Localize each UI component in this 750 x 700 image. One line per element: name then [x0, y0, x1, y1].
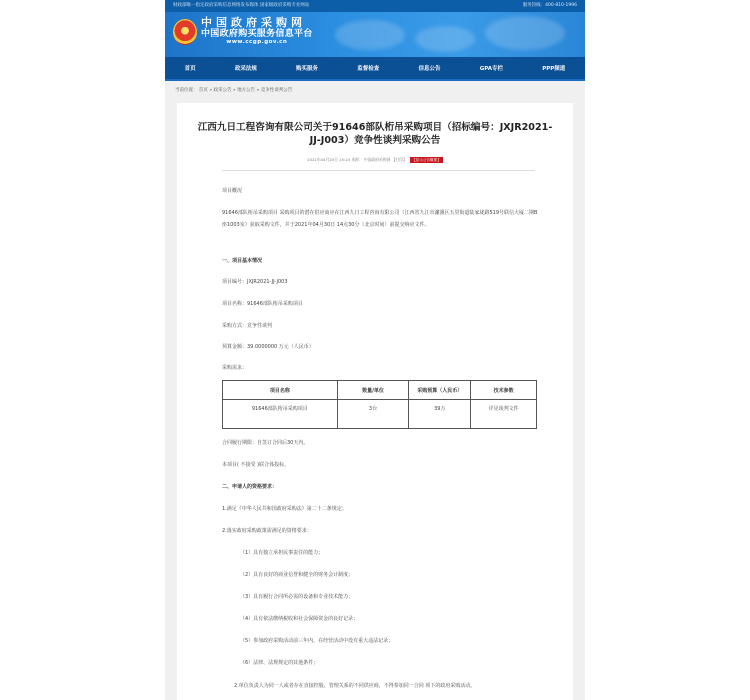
logo-subtitle: 中国政府购买服务信息平台 [201, 29, 313, 39]
table-header: 项目名称 [223, 381, 338, 400]
table-cell: 详见谈判文件 [471, 400, 537, 429]
nav-item-home[interactable]: 首页 [184, 66, 196, 72]
article-card [177, 103, 573, 700]
nav-item-announcements[interactable]: 信息公告 [418, 66, 441, 72]
sub-requirement: （3）具有履行合同所必需的设备和专业技术能力； [240, 594, 354, 600]
article-title-line2: JJ-J003）竞争性谈判采购公告 [309, 135, 441, 146]
header-banner [165, 12, 585, 57]
requirement-1: 1.满足《中华人民共和国政府采购法》第二十二条规定； [222, 506, 347, 512]
overview-paragraph: 91646部队桁吊采购项目 采购项目的潜在供应商应在江西九日工程咨询有限公司（江西省九江市濂溪区五里街道陆家垅路519号联信大厦二期B座1003室）获取采购文件，并于2021年04月30日 14点30分（北京时间）前提交响应文件。 [222, 210, 538, 228]
sub-requirement: （4）具有依法缴纳税收和社会保障资金的良好记录； [240, 616, 359, 622]
nav-item-purchase-services[interactable]: 购买服务 [296, 66, 319, 72]
sub-requirement: （6）法律、法规规定的其他条件； [240, 660, 319, 666]
breadcrumb[interactable]: 当前位置： 首页 » 政采公告 » 地方公告 » 竞争性谈判公告 [175, 88, 293, 93]
overview-heading: 项目概况 [222, 188, 243, 194]
table-cell: 3台 [337, 400, 409, 429]
project-name: 项目名称：91646部队桁吊采购项目 [222, 301, 303, 307]
nav-item-supervision[interactable]: 监督检查 [357, 66, 380, 72]
table-cell: 39万 [409, 400, 471, 429]
table-header: 采购预算（人民币） [409, 381, 471, 400]
requirement-2: 2.落实政府采购政策需满足的资格要求： [222, 528, 312, 534]
site-tagline: 财政部唯一指定政府采购信息网络发布媒体 国家级政府采购专业网站 [173, 3, 310, 8]
sub-requirement: （5）参加政府采购活动前三年内，在经营活动中没有重大违法记录； [240, 638, 394, 644]
requirement-3: 2.单位负责人为同一人或者存在直接控股、管理关系的不同供应商，不得参加同一合同 项下的政府采购活动。 [234, 683, 476, 689]
main-nav [165, 57, 585, 81]
contract-period: 合同履行期限：自签订合同后30天内。 [222, 440, 309, 446]
section2-heading: 二、申请人的资格要求： [222, 484, 278, 490]
sub-requirement: （1）具有独立承担民事责任的能力； [240, 550, 324, 556]
logo-title: 中国政府采购网 [201, 16, 306, 29]
cloud-decoration [415, 26, 475, 52]
print-link[interactable]: 【打印】 [391, 157, 407, 162]
article-meta [177, 157, 573, 163]
article-title-line1: 江西九日工程咨询有限公司关于91646部队桁吊采购项目（招标编号：JXJR2021- [197, 122, 553, 133]
nav-item-ppp[interactable]: PPP频道 [542, 66, 566, 72]
publish-datetime: 2021年04月20日 15:24 [307, 157, 351, 162]
cloud-decoration [335, 20, 405, 50]
cloud-decoration [485, 16, 565, 50]
project-number: 项目编号：JXJR2021-JJ-J003 [222, 279, 288, 285]
top-bar [165, 0, 585, 12]
requirement-label: 采购需求： [222, 365, 248, 371]
table-row [223, 400, 537, 429]
table-header: 技术参数 [471, 381, 537, 400]
sub-requirement: （2）具有良好的商业信誉和健全的财务会计制度； [240, 572, 354, 578]
show-summary-button[interactable]: 【显示公告概要】 [412, 158, 441, 162]
source-name: 中国政府采购网 [363, 157, 391, 162]
procurement-method: 采购方式：竞争性谈判 [222, 323, 273, 329]
logo-url: www.ccgp.gov.cn [226, 39, 288, 45]
article-title [177, 103, 573, 147]
nav-item-gpa[interactable]: GPA专栏 [479, 66, 503, 72]
nav-item-regulations[interactable]: 政采法规 [234, 66, 257, 72]
table-cell: 91646部队桁吊采购项目 [223, 400, 338, 429]
table-header-row [223, 381, 537, 400]
consortium-note: 本项目( 不接受 )联合体投标。 [222, 462, 290, 468]
source-label: 来源： [351, 157, 363, 162]
table-header: 数量/单位 [337, 381, 409, 400]
section1-heading: 一、项目基本情况 [222, 258, 263, 264]
national-emblem-icon [173, 19, 197, 45]
requirement-table [222, 380, 537, 429]
site-logo[interactable] [173, 17, 313, 46]
service-hotline: 服务热线：400-810-1996 [522, 3, 577, 8]
budget-amount: 预算金额：39.0000000 万元（人民币） [222, 344, 314, 350]
title-divider [222, 170, 535, 171]
page-container [165, 0, 585, 700]
